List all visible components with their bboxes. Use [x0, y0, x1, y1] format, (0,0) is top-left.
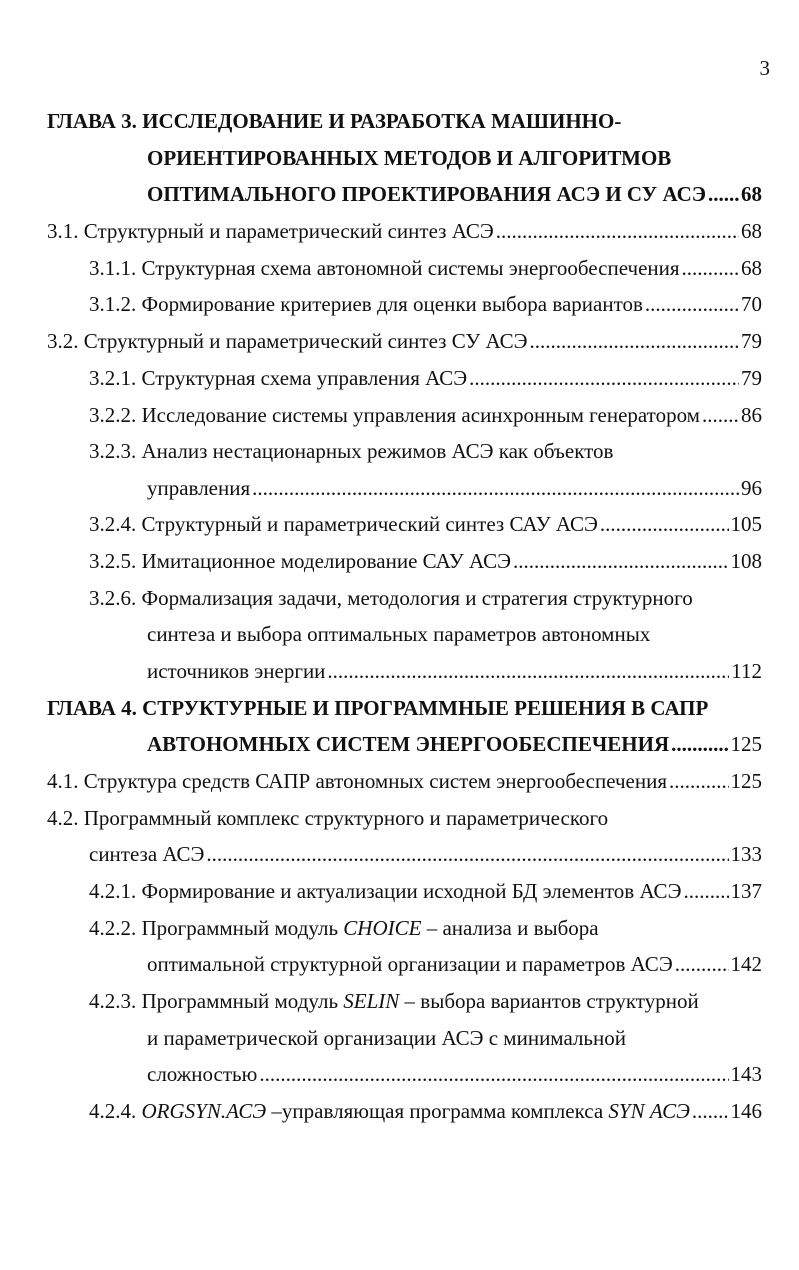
toc-entry-4-2-3-line-3[interactable] — [147, 1061, 762, 1087]
toc-entry-title: 4.2. Программный комплекс структурного и параметрического — [47, 806, 609, 830]
leader-dots — [469, 365, 739, 391]
leader-dots — [682, 255, 739, 281]
toc-page-number: 143 — [730, 1062, 762, 1086]
toc-entry-3-2-3-line-1 — [89, 438, 762, 464]
toc-chapter-3-line-1 — [47, 108, 762, 134]
toc-chapter-4-title: ГЛАВА 4. СТРУКТУРНЫЕ И ПРОГРАММНЫЕ РЕШЕНИЯ В САПР — [47, 696, 709, 720]
toc-page-number: 86 — [741, 403, 762, 427]
leader-dots — [513, 548, 728, 574]
toc-page-number: 68 — [741, 219, 762, 243]
toc-entry-prefix: 4.2.3. Программный модуль — [89, 989, 344, 1013]
module-name-orgsyn: ORGSYN.АСЭ — [141, 1099, 267, 1123]
leader-dots — [708, 181, 739, 207]
toc-page-number: 112 — [731, 659, 762, 683]
leader-dots — [496, 218, 739, 244]
leader-dots — [675, 951, 729, 977]
toc-entry-title-end: источников энергии — [147, 659, 326, 683]
toc-entry-4-2-3-line-2 — [147, 1025, 762, 1051]
toc-chapter-3-title-cont: ОРИЕНТИРОВАННЫХ МЕТОДОВ И АЛГОРИТМОВ — [147, 146, 672, 170]
toc-entry-title: 3.2.4. Структурный и параметрический синтез САУ АСЭ — [89, 512, 598, 536]
leader-dots — [259, 1061, 728, 1087]
toc-page-number: 68 — [741, 182, 762, 206]
leader-dots — [600, 511, 729, 537]
toc-page-number: 68 — [741, 256, 762, 280]
toc-entry-3-2[interactable] — [47, 328, 762, 354]
toc-entry-suffix: – анализа и выбора — [421, 916, 599, 940]
toc-entry-3-2-2[interactable] — [89, 402, 762, 428]
toc-chapter-3-title-end: ОПТИМАЛЬНОГО ПРОЕКТИРОВАНИЯ АСЭ И СУ АСЭ — [147, 182, 706, 206]
toc-chapter-3-title: ГЛАВА 3. ИССЛЕДОВАНИЕ И РАЗРАБОТКА МАШИННО- — [47, 109, 622, 133]
toc-entry-title-cont: синтеза АСЭ — [89, 842, 205, 866]
toc-entry-title: 3.1. Структурный и параметрический синтез АСЭ — [47, 219, 494, 243]
toc-chapter-3-line-3[interactable] — [147, 181, 762, 207]
toc-entry-title-cont: оптимальной структурной организации и параметров АСЭ — [147, 952, 673, 976]
toc-entry-title: 3.2.2. Исследование системы управления асинхронным генератором — [89, 403, 700, 427]
toc-page-number: 79 — [741, 366, 762, 390]
toc-page-number: 125 — [730, 769, 762, 793]
toc-entry-3-2-6-line-3[interactable] — [147, 658, 762, 684]
toc-entry-title: 3.2.1. Структурная схема управления АСЭ — [89, 366, 468, 390]
leader-dots — [683, 878, 728, 904]
toc-entry-4-2-2-line-2[interactable] — [147, 951, 762, 977]
toc-entry-middle: –управляющая программа комплекса — [266, 1099, 609, 1123]
leader-dots — [669, 768, 728, 794]
toc-entry-title-cont: управления — [147, 476, 251, 500]
leader-dots — [645, 291, 739, 317]
leader-dots — [252, 475, 739, 501]
toc-chapter-4-line-1 — [47, 695, 762, 721]
leader-dots — [702, 402, 739, 428]
toc-chapter-4-line-2[interactable] — [147, 731, 762, 757]
toc-entry-title — [89, 1098, 690, 1124]
toc-entry-title — [89, 988, 699, 1014]
toc-entry-4-2-line-1 — [47, 805, 762, 831]
toc-entry-title-cont: синтеза и выбора оптимальных параметров автономных — [147, 622, 651, 646]
leader-dots — [692, 1098, 729, 1124]
leader-dots — [671, 731, 728, 757]
toc-entry-title — [89, 915, 599, 941]
toc-entry-4-1[interactable] — [47, 768, 762, 794]
toc-page-number: 108 — [730, 549, 762, 573]
toc-entry-3-2-6-line-1 — [89, 585, 762, 611]
toc-entry-title: 4.2.1. Формирование и актуализации исходной БД элементов АСЭ — [89, 879, 682, 903]
page-number: 3 — [759, 56, 770, 80]
toc-entry-4-2-2-line-1 — [89, 915, 762, 941]
toc-chapter-3-line-2 — [147, 145, 762, 171]
toc-entry-4-2-4[interactable] — [89, 1098, 762, 1124]
leader-dots — [327, 658, 729, 684]
toc-entry-3-2-1[interactable] — [89, 365, 762, 391]
toc-entry-4-2-1[interactable] — [89, 878, 762, 904]
toc-page-number: 70 — [741, 292, 762, 316]
toc-entry-title: 3.2.5. Имитационное моделирование САУ АСЭ — [89, 549, 512, 573]
toc-entry-prefix: 4.2.4. — [89, 1099, 142, 1123]
toc-page-number: 105 — [730, 512, 762, 536]
toc-page-number: 96 — [741, 476, 762, 500]
toc-entry-3-1-2[interactable] — [89, 291, 762, 317]
toc-entry-3-2-4[interactable] — [89, 511, 762, 537]
leader-dots — [530, 328, 739, 354]
toc-entry-title: 3.1.2. Формирование критериев для оценки выбора вариантов — [89, 292, 643, 316]
toc-page-number: 146 — [730, 1099, 762, 1123]
toc-entry-4-2-line-2[interactable] — [89, 841, 762, 867]
toc-entry-title: 3.2. Структурный и параметрический синтез СУ АСЭ — [47, 329, 528, 353]
toc-entry-4-2-3-line-1 — [89, 988, 762, 1014]
toc-entry-prefix: 4.2.2. Программный модуль — [89, 916, 344, 940]
toc-page-number: 137 — [730, 879, 762, 903]
toc-page-number: 142 — [730, 952, 762, 976]
toc-entry-3-2-6-line-2 — [147, 621, 762, 647]
leader-dots — [206, 841, 728, 867]
toc-entry-title: 3.2.6. Формализация задачи, методология и стратегия структурного — [89, 586, 693, 610]
module-name-choice: CHOICE — [343, 916, 422, 940]
toc-page-number: 125 — [730, 732, 762, 756]
toc-entry-title-end: сложностью — [147, 1062, 258, 1086]
toc-entry-title: 3.2.3. Анализ нестационарных режимов АСЭ как объектов — [89, 439, 614, 463]
toc-entry-3-2-3-line-2[interactable] — [147, 475, 762, 501]
toc-entry-title: 4.1. Структура средств САПР автономных систем энергообеспечения — [47, 769, 668, 793]
toc-entry-title-cont: и параметрической организации АСЭ с минимальной — [147, 1026, 626, 1050]
toc-page-number: 79 — [741, 329, 762, 353]
toc-entry-3-1-1[interactable] — [89, 255, 762, 281]
toc-entry-title: 3.1.1. Структурная схема автономной системы энергообеспечения — [89, 256, 680, 280]
toc-entry-3-1[interactable] — [47, 218, 762, 244]
module-name-selin: SELIN — [343, 989, 400, 1013]
program-name-syn: SYN АСЭ — [608, 1099, 690, 1123]
toc-page-number: 133 — [730, 842, 762, 866]
toc-entry-3-2-5[interactable] — [89, 548, 762, 574]
toc-chapter-4-title-end: АВТОНОМНЫХ СИСТЕМ ЭНЕРГООБЕСПЕЧЕНИЯ — [147, 732, 670, 756]
toc-entry-suffix: – выбора вариантов структурной — [399, 989, 699, 1013]
